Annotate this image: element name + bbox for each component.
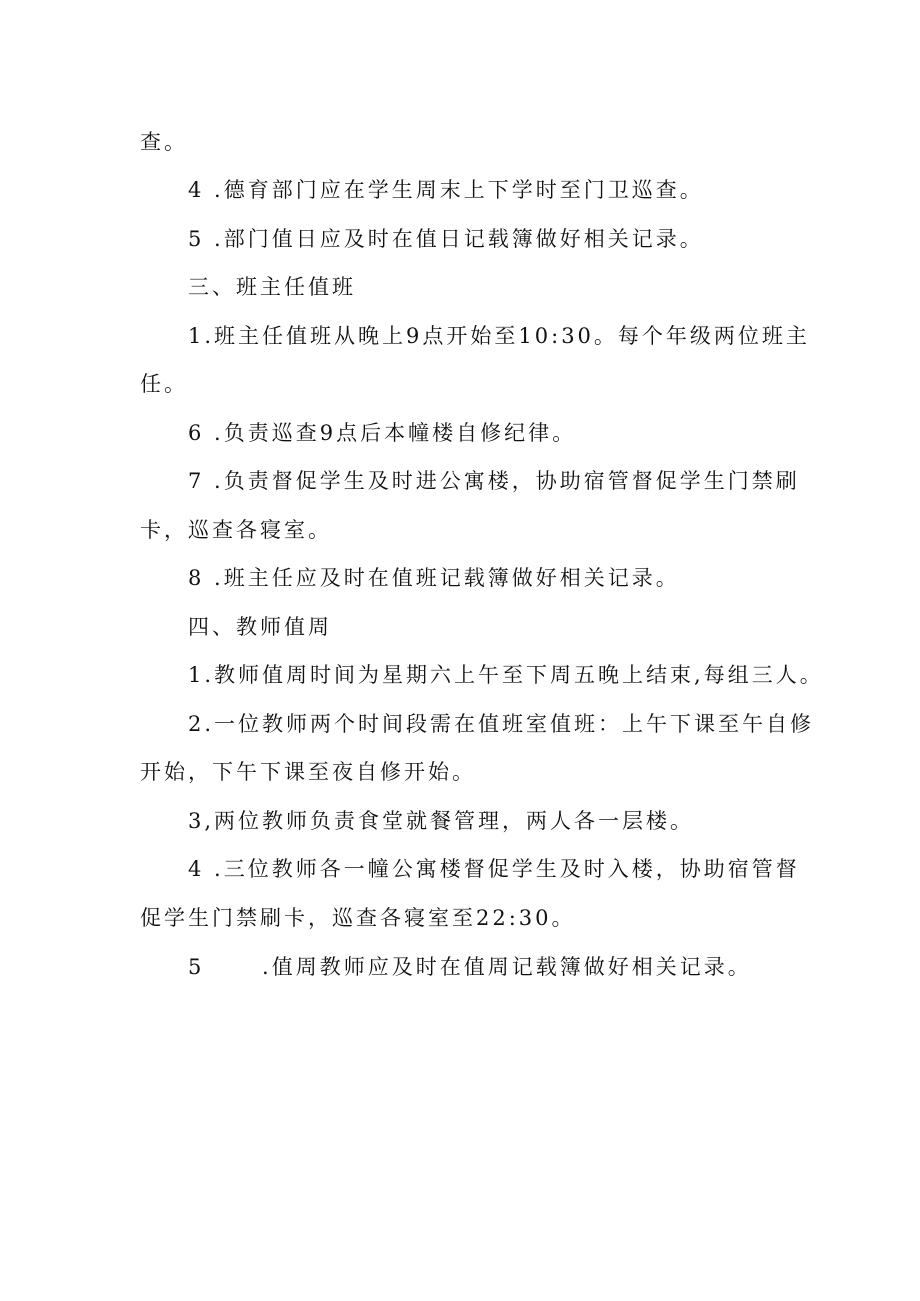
section-heading-3: 三、班主任值班 [188, 275, 356, 299]
text-line-item-1-class: 1.班主任值班从晚上9点开始至10:30。每个年级两位班主 [188, 324, 810, 348]
text-line-item-6: 6 .负责巡查9点后本幢楼自修纪律。 [188, 421, 577, 445]
text-line-item-8: 8 .班主任应及时在值班记载簿做好相关记录。 [188, 566, 680, 590]
text-line-item-1-teacher: 1.教师值周时间为星期六上午至下周五晚上结束,每组三人。 [188, 663, 824, 687]
text-line-item-5-dept: 5 .部门值日应及时在值日记载簿做好相关记录。 [188, 227, 704, 251]
text-line-item-4-teacher: 4 .三位教师各一幢公寓楼督促学生及时入楼，协助宿管督 [188, 857, 800, 881]
text-line-continuation: 查。 [140, 130, 188, 154]
text-line-continuation: 促学生门禁刷卡，巡查各寝室至22:30。 [140, 906, 576, 930]
text-line-continuation: 卡，巡查各寝室。 [140, 518, 332, 542]
text-line-item-2-teacher: 2.一位教师两个时间段需在值班室值班：上午下课至午自修 [188, 712, 815, 736]
text-line-continuation: 开始，下午下课至夜自修开始。 [140, 760, 476, 784]
text-line-item-7: 7 .负责督促学生及时进公寓楼，协助宿管督促学生门禁刷 [188, 469, 800, 493]
text-line-item-3-teacher: 3,两位教师负责食堂就餐管理，两人各一层楼。 [188, 809, 695, 833]
text-line-continuation: 任。 [140, 372, 188, 396]
text-line-item-4-moral: 4 .德育部门应在学生周末上下学时至门卫巡查。 [188, 178, 704, 202]
section-heading-4: 四、教师值周 [188, 615, 332, 639]
text-line-item-5-teacher: 5 .值周教师应及时在值周记载簿做好相关记录。 [188, 955, 752, 979]
